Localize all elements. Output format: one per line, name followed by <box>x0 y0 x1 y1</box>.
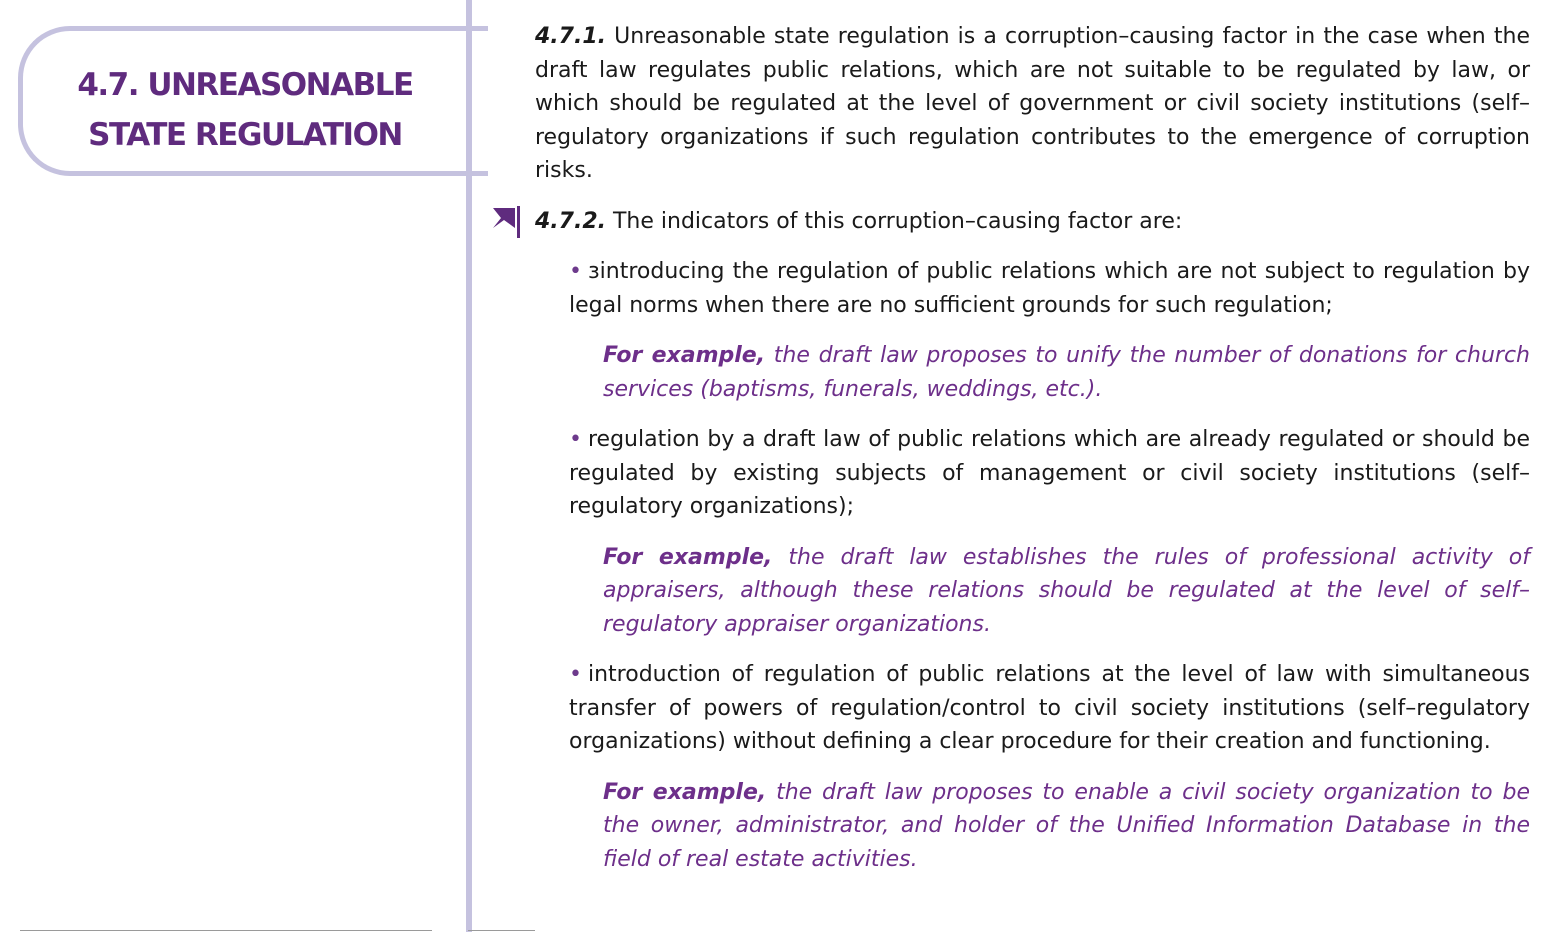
indicator-text: зintroducing the regulation of public relations which are not subject to regulation by legal norms when there are no sufficient grounds for such regulation; <box>569 259 1530 318</box>
bullet-dot: • <box>569 427 582 452</box>
indicator-item <box>569 423 1530 524</box>
example-text: the draft law proposes to enable a civil society organization to be the owner, administrator, and holder of the Unified Information Database in the field of real estate activities. <box>603 779 1530 872</box>
example-block <box>603 541 1530 642</box>
paragraph-4-7-1 <box>535 20 1530 188</box>
footer-rule-left <box>20 930 432 931</box>
footer-rule-right <box>468 930 535 931</box>
example-block <box>603 776 1530 877</box>
indicator-item <box>569 658 1530 759</box>
example-block <box>603 339 1530 406</box>
section-title-line1: 4.7. UNREASONABLE <box>77 67 413 103</box>
example-lead: For example, <box>603 343 766 368</box>
indicator-text: introduction of regulation of public relations at the level of law with simultaneous transfer of powers of regulation/control to civil society institutions (self–regulatory organizations) without defining a clear procedure for their creation and functioning. <box>569 662 1530 754</box>
paragraph-number: 4.7.1. <box>535 24 606 49</box>
paragraph-number: 4.7.2. <box>535 208 606 234</box>
indicator-item <box>569 255 1530 322</box>
paragraph-text: Unreasonable state regulation is a corruption–causing factor in the case when the draft law regulates public relations, which are not suitable to be regulated by law, or which should be regulated at the level of government or civil society institutions (self–regulatory organizations if such regulation contributes to the emergence of corruption risks. <box>535 24 1530 183</box>
example-text: the draft law proposes to unify the number of donations for church services (baptisms, funerals, weddings, etc.). <box>603 343 1530 402</box>
flag-icon <box>493 206 521 238</box>
section-title <box>30 60 460 160</box>
indicator-text: regulation by a draft law of public relations which are already regulated or should be regulated by existing subjects of management or civil society institutions (self–regulatory organizations); <box>569 427 1530 519</box>
example-text: the draft law establishes the rules of professional activity of appraisers, although these relations should be regulated at the level of self–regulatory appraiser organizations. <box>603 544 1530 637</box>
bullet-dot: • <box>569 259 582 284</box>
paragraph-4-7-2 <box>535 205 1530 239</box>
paragraph-text: The indicators of this corruption–causing factor are: <box>606 208 1183 234</box>
main-content <box>535 20 1530 893</box>
example-lead: For example, <box>603 779 767 805</box>
bullet-dot: • <box>569 662 582 687</box>
vertical-divider <box>466 0 472 932</box>
example-lead: For example, <box>603 544 773 570</box>
section-title-line2: STATE REGULATION <box>88 117 402 153</box>
